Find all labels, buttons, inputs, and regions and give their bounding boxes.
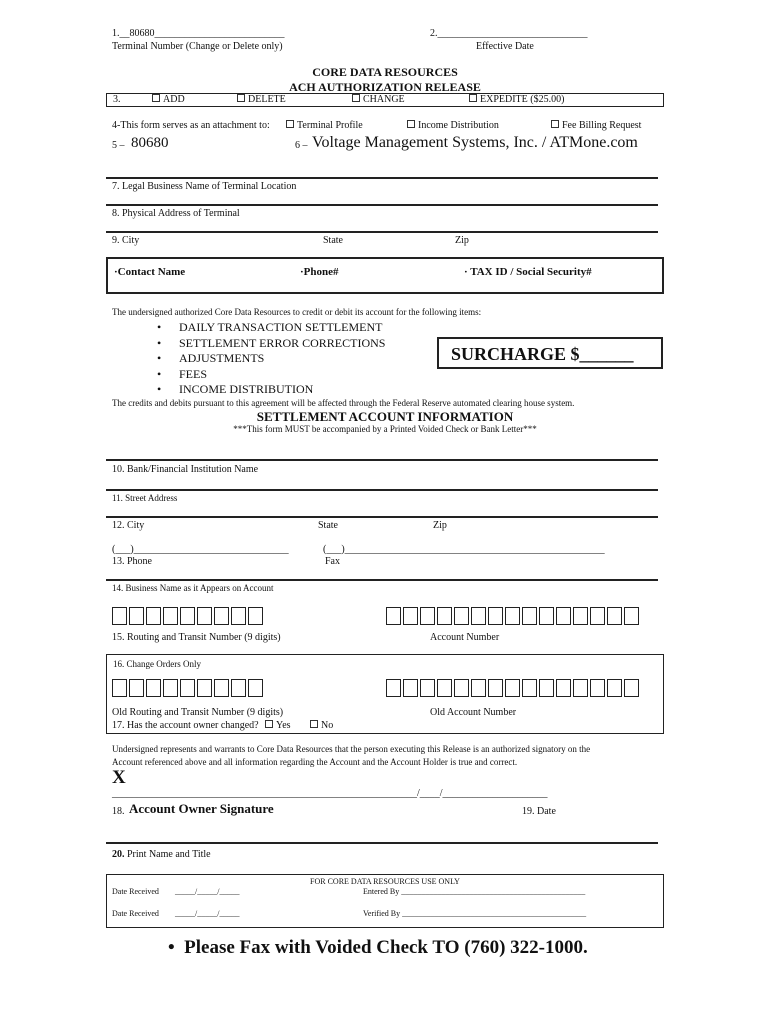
office-use-title: FOR CORE DATA RESOURCES USE ONLY (310, 877, 460, 886)
bullet-icon: • (168, 937, 185, 958)
signature-line[interactable]: _____________________________________________________________/____/_____________________ (112, 788, 548, 799)
zip-field[interactable]: Zip (455, 235, 469, 246)
field-5-value[interactable]: 80680 (131, 135, 169, 151)
verified-by-field[interactable]: Verified By ______________________________________________ (363, 909, 587, 918)
checkbox-icon (286, 120, 294, 128)
checkbox-icon (237, 94, 245, 102)
change-orders-title: 16. Change Orders Only (113, 659, 201, 669)
routing-label: 15. Routing and Transit Number (9 digits) (112, 632, 281, 643)
account-owner-signature-label: Account Owner Signature (129, 801, 274, 816)
authorization-intro: The undersigned authorized Core Data Resources to credit or debit its account for the following items: (112, 307, 482, 317)
date-received-field-1[interactable]: _____/_____/_____ (175, 887, 240, 896)
bank-phone-line[interactable]: (___)_______________________________ (112, 544, 289, 555)
surcharge-field[interactable]: SURCHARGE $______ (451, 344, 634, 364)
business-name-field[interactable]: 14. Business Name as it Appears on Account (112, 583, 274, 593)
routing-number-boxes[interactable] (112, 607, 263, 625)
checkbox-icon (469, 94, 477, 102)
form-title: ACH AUTHORIZATION RELEASE (289, 80, 481, 94)
old-routing-boxes[interactable] (112, 679, 263, 697)
owner-changed-yes[interactable]: Yes (265, 720, 291, 731)
account-number-boxes[interactable] (386, 607, 639, 625)
legal-business-name-field[interactable]: 7. Legal Business Name of Terminal Location (112, 181, 297, 192)
old-routing-label: Old Routing and Transit Number (9 digits) (112, 707, 284, 718)
field-18-number: 18. (112, 806, 125, 817)
owner-changed-label: 17. Has the account owner changed? (112, 720, 259, 731)
credits-note: The credits and debits pursuant to this agreement will be affected through the Federal Reserve automated clearing house system. (112, 398, 575, 408)
authorization-items (157, 320, 385, 398)
settlement-title: SETTLEMENT ACCOUNT INFORMATION (256, 409, 514, 424)
terminal-number-line[interactable]: 1.__80680__________________________ (112, 28, 285, 39)
form-company-title: CORE DATA RESOURCES (312, 65, 458, 79)
bank-name-field[interactable]: 10. Bank/Financial Institution Name (112, 464, 259, 475)
list-item: • FEES (157, 367, 385, 383)
old-account-label: Old Account Number (430, 707, 517, 718)
add-checkbox[interactable]: ADD (152, 94, 185, 105)
expedite-checkbox[interactable]: EXPEDITE ($25.00) (469, 94, 564, 105)
change-checkbox[interactable]: CHANGE (352, 94, 405, 105)
warrant-text-1: Undersigned represents and warrants to Core Data Resources that the person executing this Release is an authorized signatory on the (112, 744, 591, 754)
effective-date-label: Effective Date (476, 41, 534, 52)
surcharge-box (437, 337, 663, 369)
fax-instruction: • Please Fax with Voided Check TO (760) 322-1000. (168, 937, 588, 958)
terminal-number-label: Terminal Number (Change or Delete only) (112, 41, 283, 52)
phone-field[interactable]: ·Phone# (300, 266, 339, 278)
signature-date-label: 19. Date (522, 806, 556, 817)
field-5-number: 5 – (112, 140, 125, 151)
effective-date-line[interactable]: 2.______________________________ (430, 28, 588, 39)
signature-x-mark: X (112, 767, 126, 788)
account-label: Account Number (430, 632, 500, 643)
checkbox-icon (310, 720, 318, 728)
warrant-text-2: Account referenced above and all information regarding the Account and the Account Holder is true and correct. (112, 757, 518, 767)
checkbox-icon (352, 94, 360, 102)
settlement-note: ***This form MUST be accompanied by a Printed Voided Check or Bank Letter*** (233, 424, 537, 434)
bank-fax-label: Fax (325, 556, 340, 567)
fee-billing-checkbox[interactable]: Fee Billing Request (551, 120, 641, 131)
bank-zip-field[interactable]: Zip (433, 520, 447, 531)
attachment-label: 4-This form serves as an attachment to: (112, 120, 270, 131)
list-item: • INCOME DISTRIBUTION (157, 382, 385, 398)
list-item: • DAILY TRANSACTION SETTLEMENT (157, 320, 385, 336)
list-item: • ADJUSTMENTS (157, 351, 385, 367)
city-field[interactable]: 9. City (112, 235, 140, 246)
checkbox-icon (551, 120, 559, 128)
field-6-value[interactable]: Voltage Management Systems, Inc. / ATMone.com (312, 134, 638, 151)
list-item: • SETTLEMENT ERROR CORRECTIONS (157, 336, 385, 352)
state-field[interactable]: State (323, 235, 343, 246)
checkbox-icon (407, 120, 415, 128)
contact-name-field[interactable]: ·Contact Name (114, 266, 186, 278)
terminal-profile-checkbox[interactable]: Terminal Profile (286, 120, 363, 131)
income-distribution-checkbox[interactable]: Income Distribution (407, 120, 499, 131)
print-name-field[interactable]: 20. Print Name and Title (112, 849, 211, 860)
checkbox-icon (152, 94, 160, 102)
field-6-number: 6 – (295, 140, 308, 151)
bank-city-field[interactable]: 12. City (112, 520, 145, 531)
action-box (106, 93, 664, 107)
tax-id-field[interactable]: · TAX ID / Social Security# (464, 266, 592, 278)
physical-address-field[interactable]: 8. Physical Address of Terminal (112, 208, 240, 219)
delete-checkbox[interactable]: DELETE (237, 94, 286, 105)
date-received-label-1: Date Received (112, 887, 159, 896)
bank-state-field[interactable]: State (318, 520, 338, 531)
contact-box (106, 257, 664, 294)
date-received-label-2: Date Received (112, 909, 159, 918)
bank-phone-label: 13. Phone (112, 556, 152, 567)
entered-by-field[interactable]: Entered By ______________________________________________ (363, 887, 586, 896)
action-number: 3. (113, 94, 121, 105)
street-address-field[interactable]: 11. Street Address (112, 493, 178, 503)
date-received-field-2[interactable]: _____/_____/_____ (175, 909, 240, 918)
bank-fax-line[interactable]: (___)____________________________________________________ (323, 544, 605, 555)
old-account-boxes[interactable] (386, 679, 639, 697)
owner-changed-no[interactable]: No (310, 720, 333, 731)
checkbox-icon (265, 720, 273, 728)
